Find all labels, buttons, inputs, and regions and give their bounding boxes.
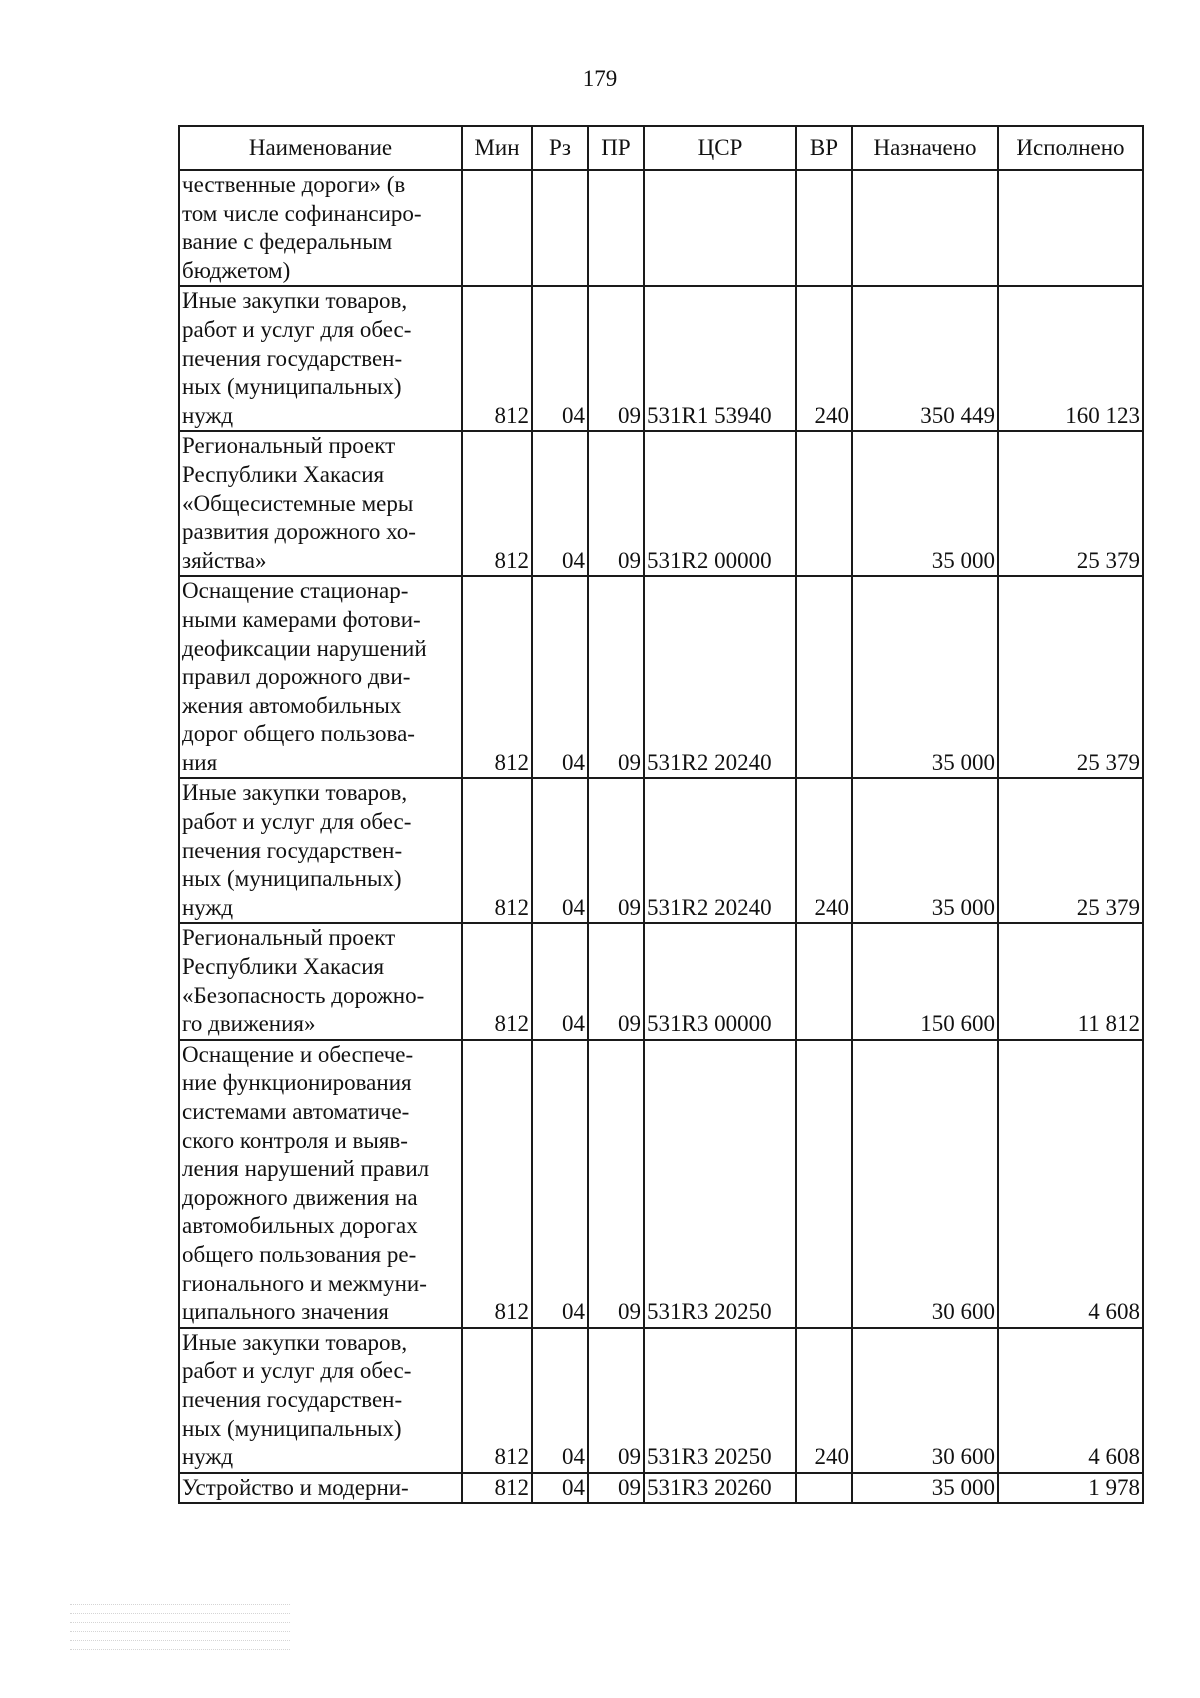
cell-name: Иные закупки товаров, работ и услуг для обес- печения государствен- ных (муниципальных) нужд <box>179 286 462 431</box>
cell-vr <box>796 1040 852 1328</box>
cell-csr: 531R3 20250 <box>644 1328 796 1473</box>
page-number: 179 <box>582 66 618 91</box>
table-row <box>179 286 1143 431</box>
cell-pr: 09 <box>588 1040 644 1328</box>
cell-name: Оснащение стационар- ными камерами фотови- деофиксации нарушений правил дорожного дви- жения автомобильных дорог общего пользова- ния <box>179 576 462 778</box>
table-header <box>179 126 1143 170</box>
cell-executed <box>998 170 1143 286</box>
cell-assigned: 30 600 <box>852 1328 998 1473</box>
cell-assigned: 35 000 <box>852 576 998 778</box>
cell-min: 812 <box>462 1328 532 1473</box>
header-name: Наименование <box>179 126 462 170</box>
table-row <box>179 1040 1143 1328</box>
header-pr: ПР <box>588 126 644 170</box>
cell-min: 812 <box>462 778 532 923</box>
table-row <box>179 576 1143 778</box>
cell-pr: 09 <box>588 286 644 431</box>
cell-rz: 04 <box>532 1473 588 1504</box>
cell-assigned <box>852 170 998 286</box>
table-row <box>179 170 1143 286</box>
cell-executed: 25 379 <box>998 778 1143 923</box>
budget-table <box>178 125 1144 1504</box>
table-row <box>179 1328 1143 1473</box>
table-row <box>179 778 1143 923</box>
cell-rz: 04 <box>532 1328 588 1473</box>
cell-csr <box>644 170 796 286</box>
cell-csr: 531R1 53940 <box>644 286 796 431</box>
header-csr: ЦСР <box>644 126 796 170</box>
cell-name: чественные дороги» (в том числе софинансиро- вание с федеральным бюджетом) <box>179 170 462 286</box>
cell-name: Региональный проект Республики Хакасия «Общесистемные меры развития дорожного хо- зяйства» <box>179 431 462 576</box>
cell-assigned: 350 449 <box>852 286 998 431</box>
cell-min: 812 <box>462 286 532 431</box>
cell-assigned: 35 000 <box>852 1473 998 1504</box>
cell-min: 812 <box>462 576 532 778</box>
cell-vr <box>796 576 852 778</box>
cell-pr: 09 <box>588 778 644 923</box>
header-rz: Рз <box>532 126 588 170</box>
header-row <box>179 126 1143 170</box>
cell-name: Иные закупки товаров, работ и услуг для обес- печения государствен- ных (муниципальных) нужд <box>179 1328 462 1473</box>
cell-csr: 531R2 00000 <box>644 431 796 576</box>
header-min: Мин <box>462 126 532 170</box>
cell-rz: 04 <box>532 431 588 576</box>
cell-rz: 04 <box>532 778 588 923</box>
cell-executed: 4 608 <box>998 1040 1143 1328</box>
cell-vr: 240 <box>796 286 852 431</box>
cell-vr <box>796 1473 852 1504</box>
cell-vr <box>796 923 852 1039</box>
cell-executed: 25 379 <box>998 576 1143 778</box>
cell-assigned: 30 600 <box>852 1040 998 1328</box>
cell-vr: 240 <box>796 778 852 923</box>
header-assigned: Назначено <box>852 126 998 170</box>
cell-min: 812 <box>462 1473 532 1504</box>
cell-csr: 531R3 20260 <box>644 1473 796 1504</box>
table-body <box>179 170 1143 1503</box>
cell-name: Региональный проект Республики Хакасия «Безопасность дорожно- го движения» <box>179 923 462 1039</box>
cell-csr: 531R2 20240 <box>644 576 796 778</box>
cell-pr: 09 <box>588 923 644 1039</box>
cell-executed: 160 123 <box>998 286 1143 431</box>
scan-artifact <box>70 1598 290 1678</box>
table-row <box>179 1473 1143 1504</box>
cell-min: 812 <box>462 431 532 576</box>
table-row <box>179 431 1143 576</box>
cell-pr: 09 <box>588 576 644 778</box>
cell-min <box>462 170 532 286</box>
cell-executed: 4 608 <box>998 1328 1143 1473</box>
cell-pr: 09 <box>588 1328 644 1473</box>
cell-pr: 09 <box>588 1473 644 1504</box>
cell-csr: 531R3 20250 <box>644 1040 796 1328</box>
table-row <box>179 923 1143 1039</box>
cell-executed: 11 812 <box>998 923 1143 1039</box>
cell-csr: 531R2 20240 <box>644 778 796 923</box>
cell-assigned: 35 000 <box>852 431 998 576</box>
cell-pr: 09 <box>588 431 644 576</box>
cell-min: 812 <box>462 1040 532 1328</box>
cell-pr <box>588 170 644 286</box>
cell-name: Устройство и модерни- <box>179 1473 462 1504</box>
cell-csr: 531R3 00000 <box>644 923 796 1039</box>
cell-vr <box>796 431 852 576</box>
header-executed: Исполнено <box>998 126 1143 170</box>
cell-name: Иные закупки товаров, работ и услуг для обес- печения государствен- ных (муниципальных) нужд <box>179 778 462 923</box>
cell-assigned: 150 600 <box>852 923 998 1039</box>
cell-assigned: 35 000 <box>852 778 998 923</box>
cell-executed: 25 379 <box>998 431 1143 576</box>
header-vr: ВР <box>796 126 852 170</box>
cell-rz: 04 <box>532 576 588 778</box>
cell-vr: 240 <box>796 1328 852 1473</box>
cell-rz: 04 <box>532 923 588 1039</box>
cell-rz: 04 <box>532 286 588 431</box>
cell-executed: 1 978 <box>998 1473 1143 1504</box>
cell-name: Оснащение и обеспече- ние функционирования системами автоматиче- ского контроля и выяв- ления нарушений правил дорожного движения на автомобильных дорогах общего пользования ре- гионального и межмуни- ципального значения <box>179 1040 462 1328</box>
cell-rz: 04 <box>532 1040 588 1328</box>
cell-min: 812 <box>462 923 532 1039</box>
cell-vr <box>796 170 852 286</box>
cell-rz <box>532 170 588 286</box>
